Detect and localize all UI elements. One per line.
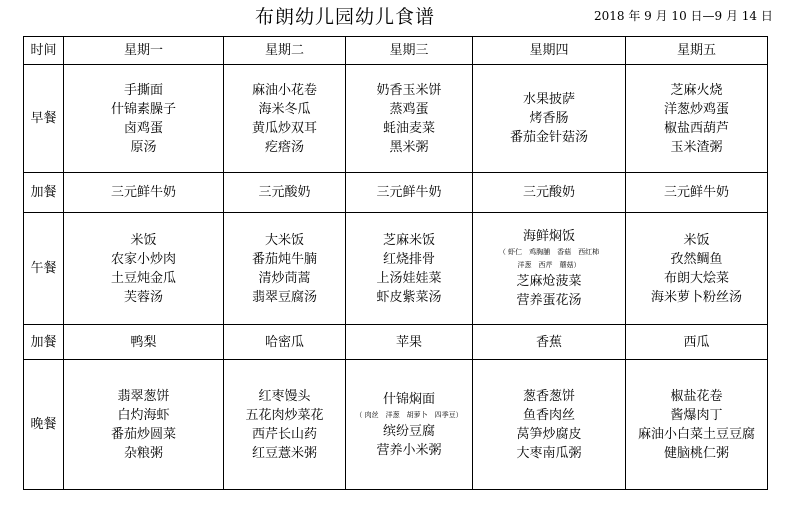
- dish-item: 营养蛋花汤: [516, 293, 582, 308]
- dish-item: 黑米粥: [389, 139, 429, 155]
- meal-row: [24, 360, 768, 490]
- dish-item: 葱香葱饼: [522, 388, 575, 404]
- dish-item: 麻油小花卷: [251, 82, 317, 98]
- menu-cell: [626, 173, 768, 213]
- dish-item: 鱼香肉丝: [522, 407, 575, 423]
- dish-item: 香蕉: [535, 334, 562, 350]
- menu-cell: [346, 65, 473, 173]
- meal-label: 早餐: [24, 65, 64, 173]
- menu-cell: [346, 325, 473, 360]
- dish-item: 翡翠葱饼: [117, 388, 170, 404]
- dish-item: 农家小炒肉: [110, 251, 176, 267]
- dish-item: 大米饭: [264, 232, 304, 248]
- meal-label: 加餐: [24, 173, 64, 213]
- dish-item: 手撕面: [123, 82, 163, 98]
- ingredient-note: （ 虾仁 鸡胸脯 香菇 西红柿: [498, 248, 600, 256]
- dish-item: 健脑桃仁粥: [663, 445, 729, 461]
- dish-item: 苹果: [395, 334, 422, 350]
- dish-item: 莴笋炒腐皮: [516, 426, 582, 442]
- dish-item: 哈密瓜: [264, 334, 304, 350]
- dish-item: 海米萝卜粉丝汤: [650, 289, 742, 305]
- dish-item: 西芹长山药: [251, 426, 317, 442]
- header-day: 星期五: [626, 37, 768, 65]
- ingredient-note: 洋葱 西芹 蘑菇）: [517, 261, 581, 269]
- dish-item: 红豆薏米粥: [251, 445, 317, 461]
- dish-item: 海鲜焖饭: [522, 229, 575, 244]
- dish-item: 芝麻火烧: [670, 82, 723, 98]
- dish-item: 海米冬瓜: [258, 101, 311, 117]
- dish-item: 烤香肠: [529, 111, 569, 126]
- dish-item: 上汤娃娃菜: [376, 270, 442, 286]
- dish-item: 清炒茼蒿: [258, 270, 311, 286]
- menu-cell: [224, 325, 346, 360]
- menu-cell: [224, 173, 346, 213]
- menu-cell: [473, 65, 626, 173]
- dish-item: 鸭梨: [130, 334, 157, 350]
- ingredient-note: （ 肉丝 洋葱 胡萝卜 四季豆）: [355, 410, 463, 419]
- menu-cell: [64, 325, 224, 360]
- menu-cell: [626, 65, 768, 173]
- menu-cell: [626, 325, 768, 360]
- menu-cell: [346, 173, 473, 213]
- dish-item: 孜然鲷鱼: [670, 251, 723, 267]
- menu-cell: [224, 65, 346, 173]
- dish-item: 番茄炖牛腩: [251, 251, 317, 267]
- menu-cell: [224, 360, 346, 490]
- dish-item: 酱爆肉丁: [670, 407, 723, 423]
- dish-item: 西瓜: [683, 334, 710, 350]
- dish-item: 番茄炒圆菜: [110, 426, 176, 442]
- dish-item: 三元酸奶: [522, 185, 575, 200]
- dish-item: 洋葱炒鸡蛋: [663, 101, 729, 117]
- dish-item: 缤纷豆腐: [382, 423, 435, 439]
- dish-item: 营养小米粥: [376, 442, 442, 458]
- menu-cell: [64, 360, 224, 490]
- menu-cell: [64, 173, 224, 213]
- dish-item: 三元鲜牛奶: [110, 185, 176, 200]
- dish-item: 蒸鸡蛋: [389, 101, 429, 117]
- dish-item: 椒盐花卷: [670, 388, 723, 404]
- header-day: 星期四: [473, 37, 626, 65]
- meal-row: [24, 173, 768, 213]
- meal-label: 晚餐: [24, 360, 64, 490]
- dish-item: 奶香玉米饼: [376, 82, 442, 98]
- meal-row: [24, 65, 768, 173]
- meal-label: 加餐: [24, 325, 64, 360]
- dish-item: 什锦焖面: [382, 391, 435, 407]
- dish-item: 黄瓜炒双耳: [251, 120, 317, 136]
- header-day: 星期三: [346, 37, 473, 65]
- header-row: [24, 37, 768, 65]
- dish-item: 米饭: [130, 232, 157, 248]
- dish-item: 米饭: [683, 232, 710, 248]
- menu-cell: [473, 360, 626, 490]
- meal-label: 午餐: [24, 213, 64, 325]
- menu-cell: [64, 213, 224, 325]
- dish-item: 杂粮粥: [123, 445, 163, 461]
- menu-cell: [473, 173, 626, 213]
- dish-item: 白灼海虾: [117, 407, 170, 423]
- date-range: 2018 年 9 月 10 日—9 月 14 日: [594, 9, 773, 23]
- dish-item: 芝麻米饭: [382, 232, 435, 248]
- dish-item: 红烧排骨: [382, 251, 435, 267]
- dish-item: 椒盐西葫芦: [663, 120, 729, 136]
- dish-item: 布朗大烩菜: [663, 270, 729, 286]
- dish-item: 疙瘩汤: [264, 139, 304, 155]
- dish-item: 红枣馒头: [258, 388, 311, 404]
- dish-item: 玉米渣粥: [670, 139, 723, 155]
- menu-cell: [224, 213, 346, 325]
- meal-row: [24, 325, 768, 360]
- dish-item: 芝麻炝菠菜: [516, 274, 582, 289]
- dish-item: 土豆炖金瓜: [110, 270, 176, 286]
- menu-table: [23, 36, 768, 490]
- meal-row: [24, 213, 768, 325]
- header-day: 星期一: [64, 37, 224, 65]
- dish-item: 原汤: [130, 139, 157, 155]
- dish-item: 什锦素臊子: [110, 101, 176, 117]
- dish-item: 三元酸奶: [258, 185, 311, 200]
- dish-item: 麻油小白菜土豆豆腐: [637, 426, 755, 442]
- dish-item: 卤鸡蛋: [123, 120, 163, 136]
- page-title: 布朗幼儿园幼儿食谱: [255, 6, 436, 28]
- dish-item: 蚝油麦菜: [382, 120, 435, 136]
- menu-cell: [626, 213, 768, 325]
- dish-item: 三元鲜牛奶: [663, 185, 729, 200]
- menu-cell: [473, 213, 626, 325]
- dish-item: 大枣南瓜粥: [516, 445, 582, 461]
- dish-item: 番茄金针菇汤: [509, 130, 588, 145]
- menu-cell: [346, 360, 473, 490]
- header-time: 时间: [24, 37, 64, 65]
- menu-cell: [64, 65, 224, 173]
- menu-cell: [473, 325, 626, 360]
- dish-item: 三元鲜牛奶: [376, 185, 442, 200]
- dish-item: 翡翠豆腐汤: [251, 289, 317, 305]
- dish-item: 虾皮紫菜汤: [376, 289, 442, 305]
- dish-item: 芙蓉汤: [123, 289, 163, 305]
- menu-cell: [626, 360, 768, 490]
- dish-item: 水果披萨: [522, 92, 575, 107]
- header-day: 星期二: [224, 37, 346, 65]
- menu-cell: [346, 213, 473, 325]
- dish-item: 五花肉炒菜花: [245, 407, 324, 423]
